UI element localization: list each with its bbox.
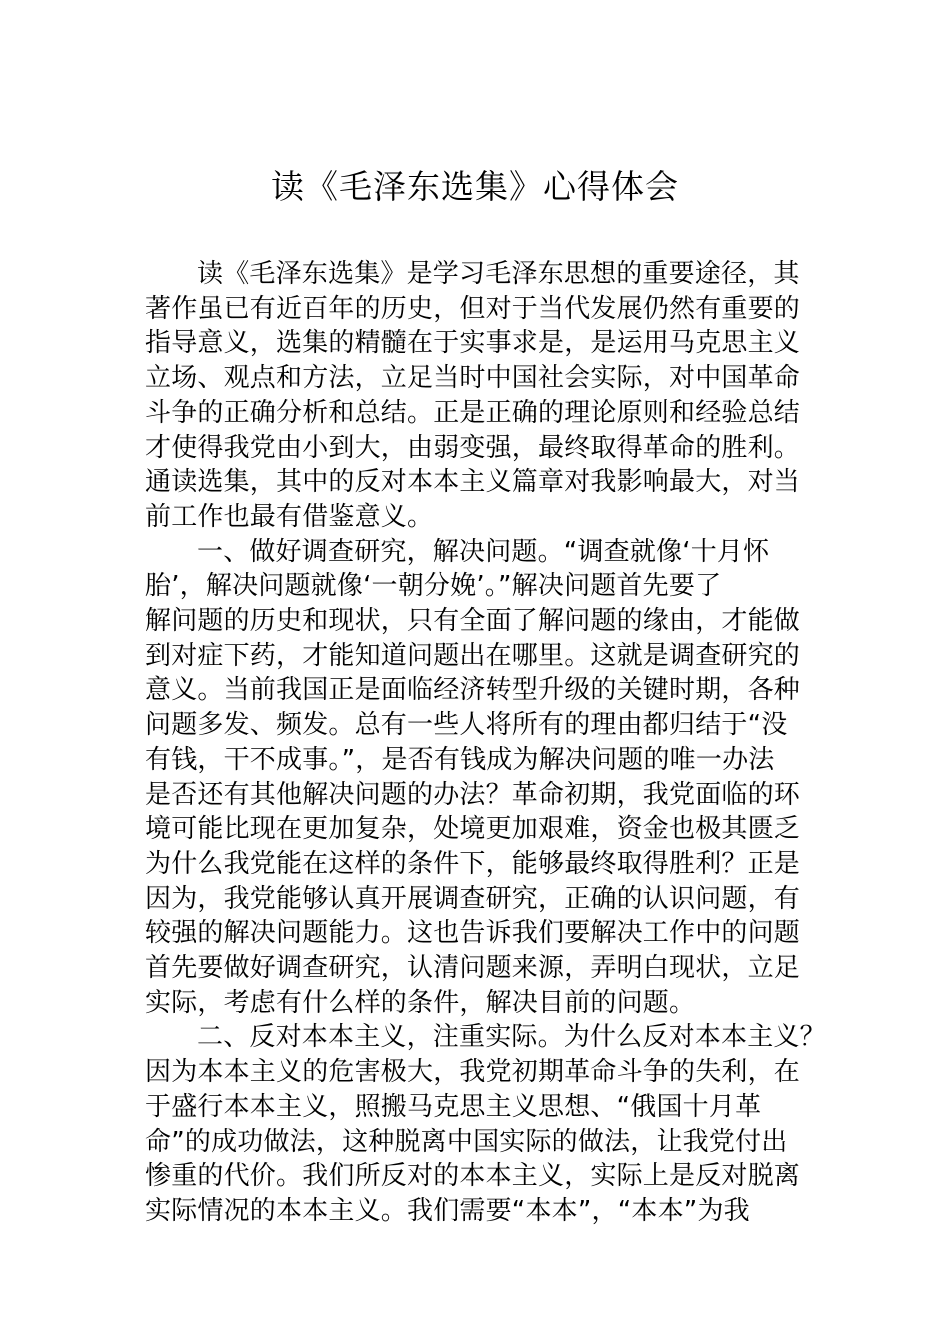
paragraph-line: 首先要做好调查研究，认清问题来源，弄明白现状，立足 — [145, 953, 801, 984]
paragraph-line: 胎’，解决问题就像‘一朝分娩’。”解决问题首先要了 — [145, 571, 722, 602]
paragraph-line: 实际，考虑有什么样的条件，解决目前的问题。 — [145, 987, 696, 1018]
paragraph-line: 通读选集，其中的反对本本主义篇章对我影响最大，对当 — [145, 467, 801, 498]
document-title: 读《毛泽东选集》心得体会 — [271, 167, 679, 206]
paragraph-line: 是否还有其他解决问题的办法？革命初期，我党面临的环 — [145, 779, 801, 810]
paragraph-line: 著作虽已有近百年的历史，但对于当代发展仍然有重要的 — [145, 293, 801, 324]
paragraph-line: 斗争的正确分析和总结。正是正确的理论原则和经验总结 — [145, 397, 801, 428]
paragraph-line: 于盛行本本主义，照搬马克思主义思想、“俄国十月革 — [145, 1091, 762, 1122]
paragraph-line: 前工作也最有借鉴意义。 — [145, 501, 434, 532]
paragraph-line: 为什么我党能在这样的条件下，能够最终取得胜利？正是 — [145, 848, 801, 879]
paragraph-line: 立场、观点和方法，立足当时中国社会实际，对中国革命 — [145, 363, 801, 394]
paragraph-line: 命”的成功做法，这种脱离中国实际的做法，让我党付出 — [145, 1126, 788, 1157]
paragraph-line: 问题多发、频发。总有一些人将所有的理由都归结于“没 — [145, 710, 788, 741]
paragraph-line: 一、做好调查研究，解决问题。“调查就像‘十月怀 — [197, 536, 770, 567]
paragraph-line: 解问题的历史和现状，只有全面了解问题的缘由，才能做 — [145, 606, 801, 637]
paragraph-line: 二、反对本本主义，注重实际。为什么反对本本主义？ — [197, 1022, 826, 1053]
paragraph-line: 因为，我党能够认真开展调查研究，正确的认识问题，有 — [145, 883, 801, 914]
paragraph-line: 指导意义，选集的精髓在于实事求是，是运用马克思主义 — [145, 328, 801, 359]
paragraph-line: 有钱，干不成事。”，是否有钱成为解决问题的唯一办法 — [145, 744, 775, 775]
paragraph-line: 因为本本主义的危害极大，我党初期革命斗争的失利，在 — [145, 1057, 801, 1088]
paragraph-line: 实际情况的本本主义。我们需要“本本”，“本本”为我 — [145, 1195, 750, 1226]
paragraph-line: 读《毛泽东选集》是学习毛泽东思想的重要途径，其 — [197, 259, 800, 289]
document-body — [145, 257, 826, 1229]
paragraph-line: 到对症下药，才能知道问题出在哪里。这就是调查研究的 — [145, 640, 801, 671]
paragraph-line: 意义。当前我国正是面临经济转型升级的关键时期，各种 — [145, 675, 801, 706]
paragraph-line: 才使得我党由小到大，由弱变强，最终取得革命的胜利。 — [145, 432, 801, 463]
paragraph-line: 较强的解决问题能力。这也告诉我们要解决工作中的问题 — [145, 918, 801, 949]
paragraph-line: 境可能比现在更加复杂，处境更加艰难，资金也极其匮乏 — [145, 814, 801, 845]
paragraph-line: 惨重的代价。我们所反对的本本主义，实际上是反对脱离 — [145, 1161, 801, 1192]
